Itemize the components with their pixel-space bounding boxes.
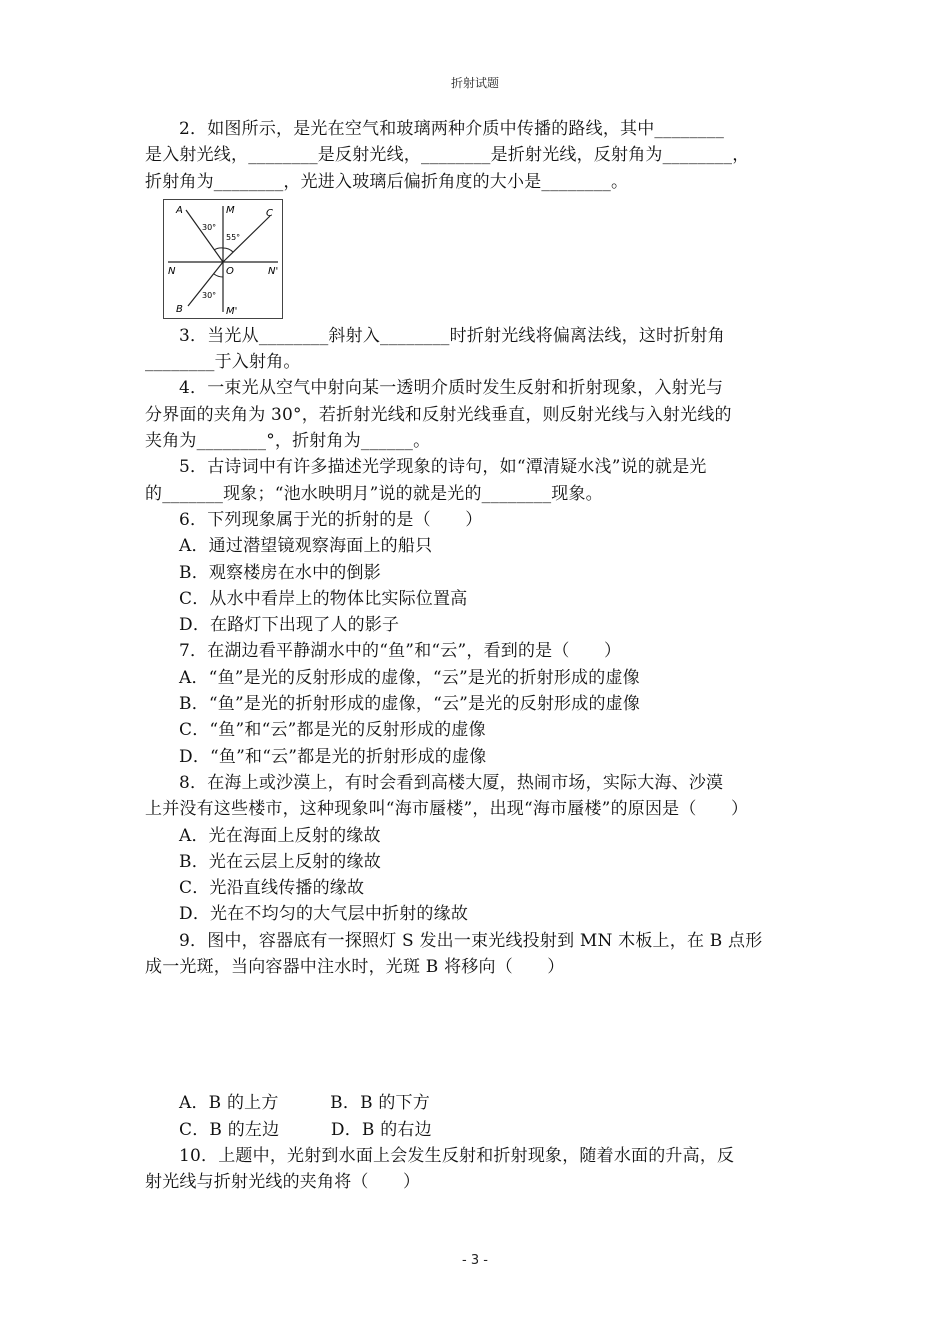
- text-line: A．“鱼”是光的反射形成的虚像，“云”是光的折射形成的虚像: [179, 667, 640, 688]
- text-line: 8．在海上或沙漠上，有时会看到高楼大厦，热闹市场，实际大海、沙漠: [179, 772, 724, 793]
- text-line: 4．一束光从空气中射向某一透明介质时发生反射和折射现象，入射光与: [179, 378, 724, 399]
- text-line: 的_______现象；“池水映明月”说的就是光的________现象。: [145, 483, 603, 504]
- text-line: C．B 的左边 D．B 的右边: [179, 1119, 432, 1140]
- text-line: A．光在海面上反射的缘故: [179, 825, 381, 846]
- text-line: B．“鱼”是光的折射形成的虚像，“云”是光的反射形成的虚像: [179, 694, 641, 715]
- angle-label-bottom: 30°: [202, 290, 217, 300]
- text-line: 是入射光线，________是反射光线，________是折射光线，反射角为________，: [145, 145, 750, 166]
- text-line: D．“鱼”和“云”都是光的折射形成的虚像: [179, 746, 487, 767]
- missing-figure-space: [145, 980, 809, 1090]
- text-line: B．光在云层上反射的缘故: [179, 851, 381, 872]
- text-line: A．通过潜望镜观察海面上的船只: [179, 536, 433, 557]
- text-line: 10．上题中，光射到水面上会发生反射和折射现象，随着水面的升高，反: [179, 1145, 735, 1166]
- questions-3-to-9-block: [145, 323, 809, 980]
- question-9-options-and-10-block: [145, 1090, 809, 1195]
- text-line: 9．图中，容器底有一探照灯 S 发出一束光线投射到 MN 木板上，在 B 点形: [179, 930, 763, 951]
- page-header: 折射试题: [450, 76, 499, 90]
- angle-label-mid: 55°: [226, 232, 241, 242]
- text-line: 折射角为________，光进入玻璃后偏折角度的大小是________。: [145, 171, 629, 192]
- label-n-left: N: [168, 265, 176, 277]
- question-2-block: [145, 116, 809, 195]
- text-line: C．“鱼”和“云”都是光的反射形成的虚像: [179, 720, 486, 741]
- document-body: [145, 116, 809, 1196]
- text-line: 3．当光从________斜射入________时折射光线将偏离法线，这时折射角: [179, 325, 725, 346]
- angle-label-top: 30°: [202, 222, 217, 232]
- text-line: D．在路灯下出现了人的影子: [179, 615, 400, 636]
- text-line: 2．如图所示，是光在空气和玻璃两种介质中传播的路线，其中________: [179, 119, 725, 139]
- label-b: B: [176, 303, 183, 315]
- text-line: D．光在不均匀的大气层中折射的缘故: [179, 904, 469, 925]
- text-line: 7．在湖边看平静湖水中的“鱼”和“云”，看到的是（ ）: [179, 641, 622, 662]
- text-line: 分界面的夹角为 30°，若折射光线和反射光线垂直，则反射光线与入射光线的: [145, 404, 732, 425]
- text-line: 6．下列现象属于光的折射的是（ ）: [179, 509, 483, 530]
- text-line: 夹角为________°，折射角为______。: [145, 431, 431, 452]
- refraction-diagram: [164, 200, 282, 318]
- label-c: C: [266, 207, 273, 219]
- text-line: 成一光斑，当向容器中注水时，光斑 B 将移向（ ）: [145, 957, 565, 978]
- label-m: M: [226, 204, 235, 216]
- text-line: 射光线与折射光线的夹角将（ ）: [145, 1172, 421, 1193]
- text-line: ________于入射角。: [145, 352, 301, 373]
- angle-arc-mid: [223, 248, 233, 252]
- page-number: - 3 -: [462, 1253, 488, 1268]
- text-line: C．光沿直线传播的缘故: [179, 878, 365, 899]
- label-o: O: [226, 265, 234, 277]
- text-line: A．B 的上方 B．B 的下方: [179, 1093, 430, 1114]
- angle-arc-bottom: [214, 274, 223, 277]
- label-m-prime: M': [226, 305, 238, 317]
- ray-ao: [186, 210, 223, 262]
- text-line: 上并没有这些楼市，这种现象叫“海市蜃楼”，出现“海市蜃楼”的原因是（ ）: [145, 799, 749, 820]
- refraction-figure: [163, 199, 283, 319]
- label-a: A: [176, 204, 183, 216]
- text-line: B．观察楼房在水中的倒影: [179, 562, 381, 583]
- text-line: C．从水中看岸上的物体比实际位置高: [179, 588, 468, 609]
- label-n-right: N': [268, 265, 279, 277]
- angle-arc-top: [214, 248, 223, 250]
- text-line: 5．古诗词中有许多描述光学现象的诗句，如“潭清疑水浅”说的就是光: [179, 457, 707, 478]
